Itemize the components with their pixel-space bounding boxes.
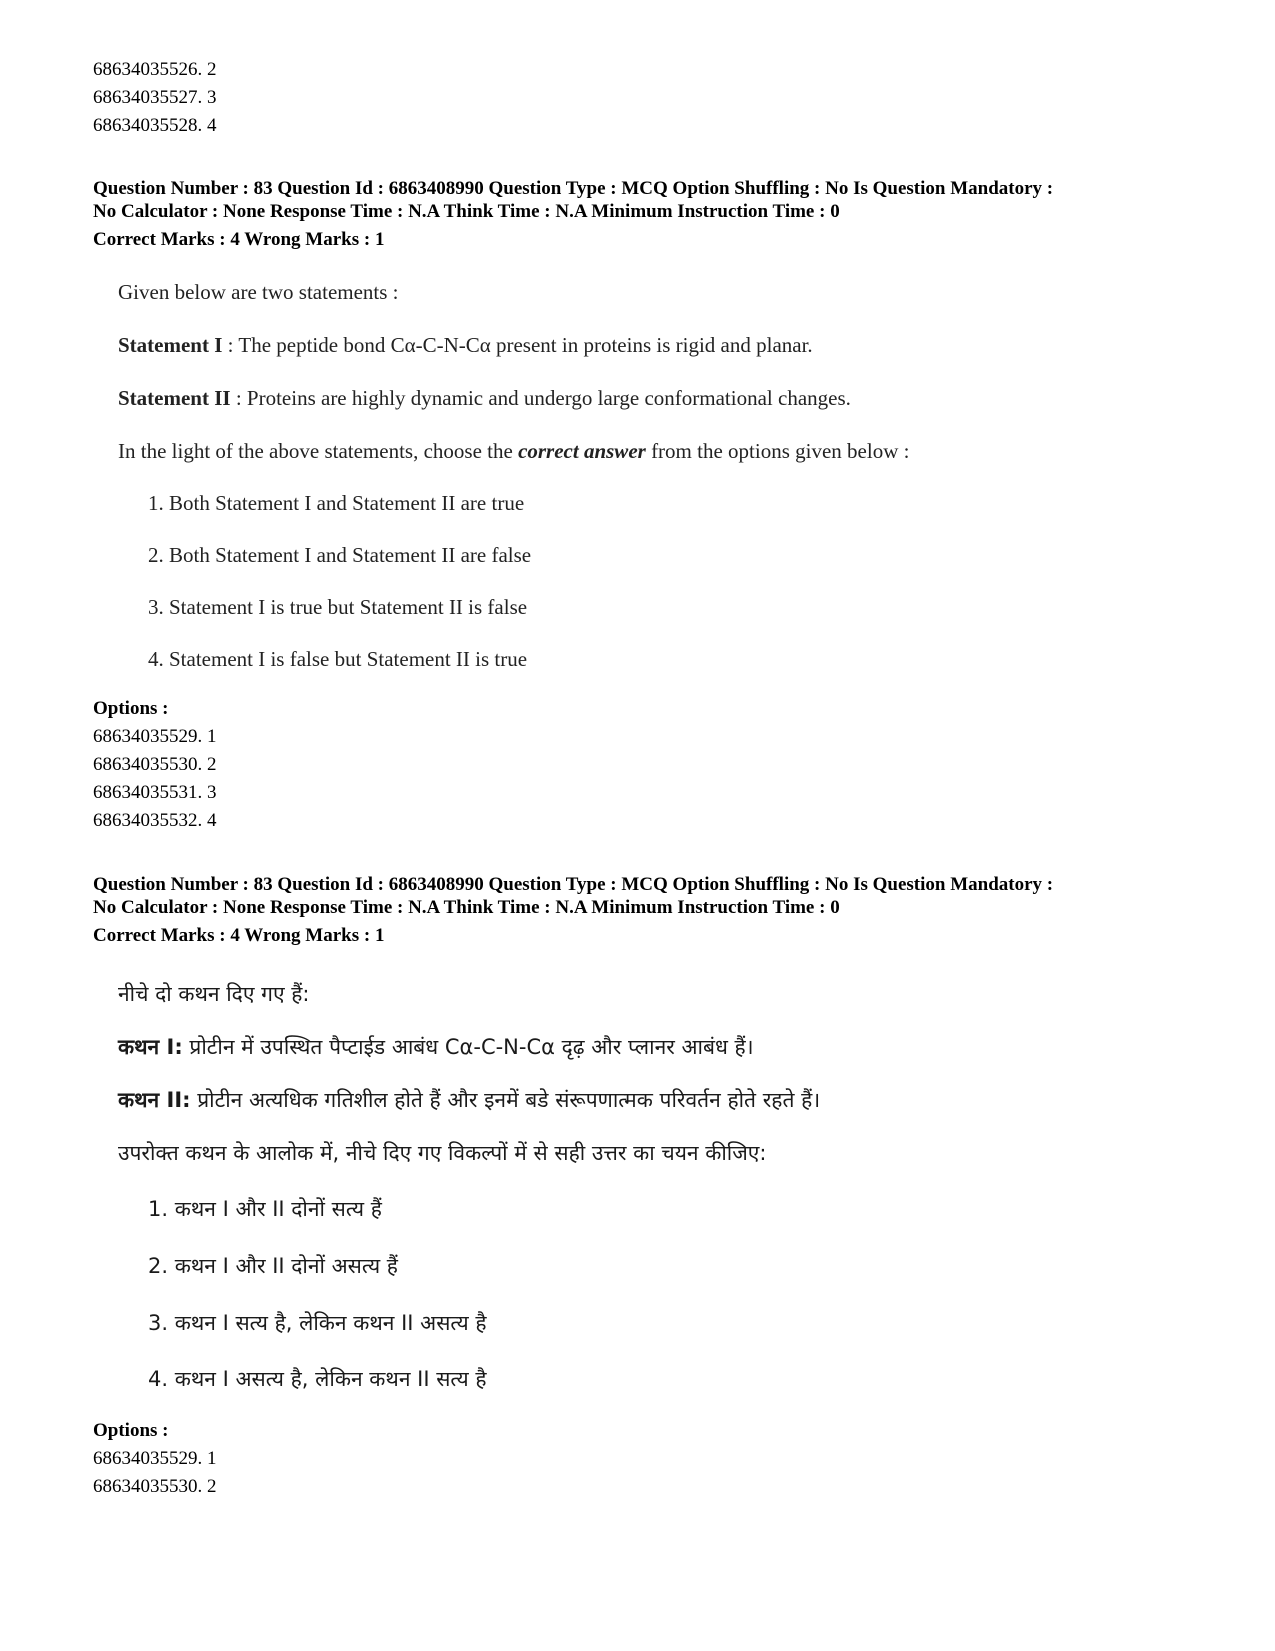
prompt-text: In the light of the above statements, choose the — [118, 439, 519, 463]
options-label: Options : — [93, 698, 169, 719]
question-header-line: Question Number : 83 Question Id : 6863408990 Question Type : MCQ Option Shuffling : No Is Question Mandatory : — [93, 874, 1054, 895]
option-line: 68634035531. 3 — [93, 782, 217, 803]
choice-item: 1. कथन I और II दोनों सत्य हैं — [148, 1197, 382, 1221]
choice-item: 3. Statement I is true but Statement II is false — [148, 595, 528, 619]
options-label: Options : — [93, 1420, 169, 1441]
question-prompt: उपरोक्त कथन के आलोक में, नीचे दिए गए विकल्पों में से सही उत्तर का चयन कीजिए: — [118, 1141, 767, 1165]
option-line: 68634035530. 2 — [93, 1476, 217, 1497]
question-prompt — [118, 437, 909, 465]
question-header-line: Question Number : 83 Question Id : 6863408990 Question Type : MCQ Option Shuffling : No Is Question Mandatory : — [93, 178, 1054, 199]
statement-two — [118, 1084, 820, 1116]
option-line: 68634035529. 1 — [93, 1448, 217, 1469]
marks-line: Correct Marks : 4 Wrong Marks : 1 — [93, 925, 385, 946]
statement-one — [118, 1031, 754, 1063]
choice-item: 3. कथन I सत्य है, लेकिन कथन II असत्य है — [148, 1311, 487, 1335]
marks-line: Correct Marks : 4 Wrong Marks : 1 — [93, 229, 385, 250]
statement-one — [118, 331, 813, 359]
statement-text: : The peptide bond Cα-C-N-Cα present in proteins is rigid and planar. — [222, 333, 813, 357]
question-header-line: No Calculator : None Response Time : N.A Think Time : N.A Minimum Instruction Time : 0 — [93, 201, 840, 222]
option-line: 68634035530. 2 — [93, 754, 217, 775]
choice-item: 1. Both Statement I and Statement II are true — [148, 491, 525, 515]
choice-item: 2. Both Statement I and Statement II are false — [148, 543, 532, 567]
choice-item: 2. कथन I और II दोनों असत्य हैं — [148, 1254, 398, 1278]
option-line: 68634035526. 2 — [93, 59, 217, 80]
option-line: 68634035532. 4 — [93, 810, 217, 831]
statement-label: Statement II — [118, 386, 231, 410]
statement-text: : Proteins are highly dynamic and undergo large conformational changes. — [230, 386, 851, 410]
prompt-text: from the options given below : — [645, 439, 910, 463]
option-line: 68634035527. 3 — [93, 87, 217, 108]
question-intro: Given below are two statements : — [118, 280, 399, 304]
choice-item: 4. कथन I असत्य है, लेकिन कथन II सत्य है — [148, 1367, 487, 1391]
choice-item: 4. Statement I is false but Statement II is true — [148, 647, 528, 671]
question-header-line: No Calculator : None Response Time : N.A Think Time : N.A Minimum Instruction Time : 0 — [93, 897, 840, 918]
statement-text: प्रोटीन अत्यधिक गतिशील होते हैं और इनमें बडे संरूपणात्मक परिवर्तन होते रहते हैं। — [190, 1088, 821, 1112]
statement-two — [118, 384, 851, 412]
question-intro: नीचे दो कथन दिए गए हैं: — [118, 982, 310, 1006]
option-line: 68634035528. 4 — [93, 115, 217, 136]
statement-label: कथन II: — [118, 1088, 191, 1112]
statement-label: Statement I — [118, 333, 223, 357]
statement-text: प्रोटीन में उपस्थित पैप्टाईड आबंध Cα-C-N-Cα दृढ़ और प्लानर आबंध हैं। — [182, 1035, 754, 1059]
option-line: 68634035529. 1 — [93, 726, 217, 747]
prompt-emphasis: correct answer — [518, 439, 646, 463]
statement-label: कथन I: — [118, 1035, 183, 1059]
